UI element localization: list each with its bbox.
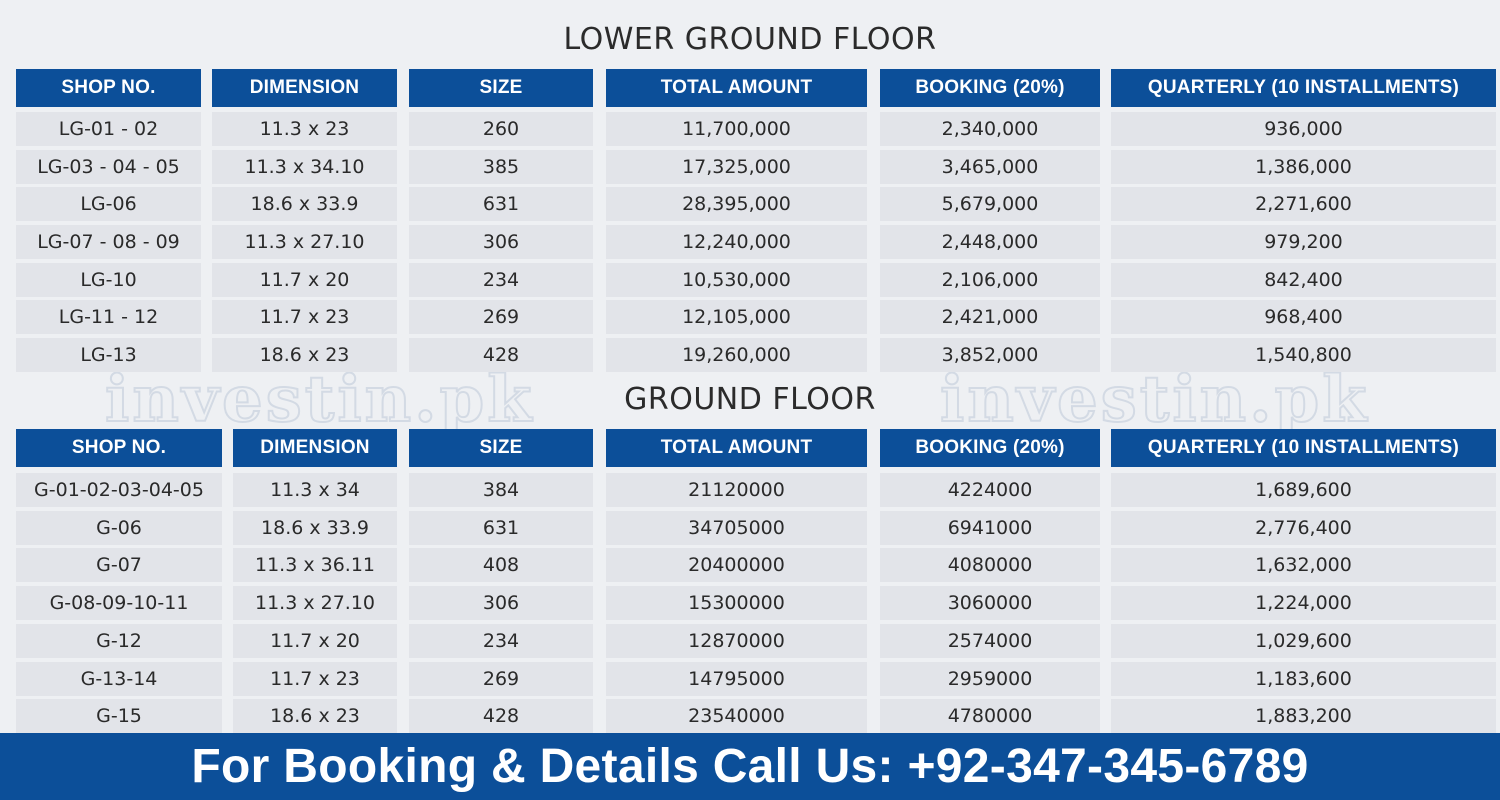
table-cell: 34705000 [606,511,867,545]
table-cell: 1,386,000 [1111,150,1496,184]
table-cell: 11.3 x 27.10 [233,586,397,620]
booking-contact-text: For Booking & Details Call Us: +92-347-345-6789 [191,740,1309,793]
table-cell: 12,105,000 [606,300,867,334]
booking-contact-banner [0,733,1500,800]
table-cell: 842,400 [1111,263,1496,297]
table-cell: 14795000 [606,662,867,696]
table-cell: 12870000 [606,624,867,658]
table-cell: G-13-14 [16,662,222,696]
column-header: SHOP NO. [16,429,222,467]
table-cell: 1,540,800 [1111,338,1496,372]
table-cell: G-06 [16,511,222,545]
table-cell: 979,200 [1111,225,1496,259]
table-cell: 2,448,000 [880,225,1100,259]
table-cell: LG-07 - 08 - 09 [16,225,201,259]
table-cell: 21120000 [606,473,867,507]
table-cell: 385 [409,150,593,184]
table-cell: 11.3 x 34.10 [212,150,397,184]
table-cell: G-08-09-10-11 [16,586,222,620]
table-cell: 2574000 [880,624,1100,658]
table-cell: 4780000 [880,699,1100,733]
table-cell: 1,224,000 [1111,586,1496,620]
column-header: TOTAL AMOUNT [606,429,867,467]
table-cell: 15300000 [606,586,867,620]
watermark-left: investin.pk [105,362,535,437]
table-cell: 11.3 x 23 [212,112,397,146]
column-header: QUARTERLY (10 INSTALLMENTS) [1111,69,1496,107]
table-cell: G-07 [16,548,222,582]
column-header: DIMENSION [233,429,397,467]
table-cell: 11.3 x 34 [233,473,397,507]
table-cell: 3,852,000 [880,338,1100,372]
table-cell: G-15 [16,699,222,733]
table-cell: LG-01 - 02 [16,112,201,146]
table-cell: 1,029,600 [1111,624,1496,658]
table-cell: LG-06 [16,187,201,221]
table-cell: LG-10 [16,263,201,297]
column-header: BOOKING (20%) [880,69,1100,107]
table-cell: 10,530,000 [606,263,867,297]
table-cell: 234 [409,263,593,297]
table-cell: 2,271,600 [1111,187,1496,221]
table-cell: 23540000 [606,699,867,733]
column-header: SIZE [409,69,593,107]
table-cell: 384 [409,473,593,507]
table-cell: 11.7 x 20 [233,624,397,658]
table-cell: 306 [409,586,593,620]
column-header: TOTAL AMOUNT [606,69,867,107]
table-cell: 1,632,000 [1111,548,1496,582]
table-cell: 19,260,000 [606,338,867,372]
table-cell: 1,689,600 [1111,473,1496,507]
table-cell: 11,700,000 [606,112,867,146]
ground-floor-title: GROUND FLOOR [624,382,876,417]
table-cell: 968,400 [1111,300,1496,334]
column-header: SIZE [409,429,593,467]
table-cell: 6941000 [880,511,1100,545]
table-cell: 936,000 [1111,112,1496,146]
table-cell: 2,340,000 [880,112,1100,146]
table-cell: G-12 [16,624,222,658]
column-header: DIMENSION [212,69,397,107]
table-cell: 306 [409,225,593,259]
table-cell: 2959000 [880,662,1100,696]
table-cell: 4080000 [880,548,1100,582]
table-cell: 3060000 [880,586,1100,620]
table-cell: 1,183,600 [1111,662,1496,696]
table-cell: 11.7 x 23 [233,662,397,696]
table-cell: G-01-02-03-04-05 [16,473,222,507]
table-cell: LG-03 - 04 - 05 [16,150,201,184]
watermark-right: investin.pk [940,362,1370,437]
table-cell: 12,240,000 [606,225,867,259]
table-cell: 408 [409,548,593,582]
table-cell: 11.3 x 27.10 [212,225,397,259]
table-cell: 11.7 x 23 [212,300,397,334]
table-cell: 28,395,000 [606,187,867,221]
table-cell: 269 [409,662,593,696]
table-cell: 5,679,000 [880,187,1100,221]
table-cell: 4224000 [880,473,1100,507]
table-cell: 18.6 x 33.9 [212,187,397,221]
table-cell: 2,421,000 [880,300,1100,334]
table-cell: 428 [409,699,593,733]
table-cell: 18.6 x 23 [233,699,397,733]
column-header: QUARTERLY (10 INSTALLMENTS) [1111,429,1496,467]
table-cell: 2,776,400 [1111,511,1496,545]
table-cell: 11.7 x 20 [212,263,397,297]
table-cell: 20400000 [606,548,867,582]
table-cell: 18.6 x 33.9 [233,511,397,545]
table-cell: 234 [409,624,593,658]
table-cell: 260 [409,112,593,146]
table-cell: 18.6 x 23 [212,338,397,372]
table-cell: 11.3 x 36.11 [233,548,397,582]
lower-ground-floor-title: LOWER GROUND FLOOR [563,22,937,57]
column-header: BOOKING (20%) [880,429,1100,467]
table-cell: 631 [409,187,593,221]
table-cell: 3,465,000 [880,150,1100,184]
table-cell: LG-13 [16,338,201,372]
table-cell: 17,325,000 [606,150,867,184]
table-cell: 269 [409,300,593,334]
table-cell: 428 [409,338,593,372]
table-cell: LG-11 - 12 [16,300,201,334]
column-header: SHOP NO. [16,69,201,107]
table-cell: 1,883,200 [1111,699,1496,733]
table-cell: 2,106,000 [880,263,1100,297]
table-cell: 631 [409,511,593,545]
